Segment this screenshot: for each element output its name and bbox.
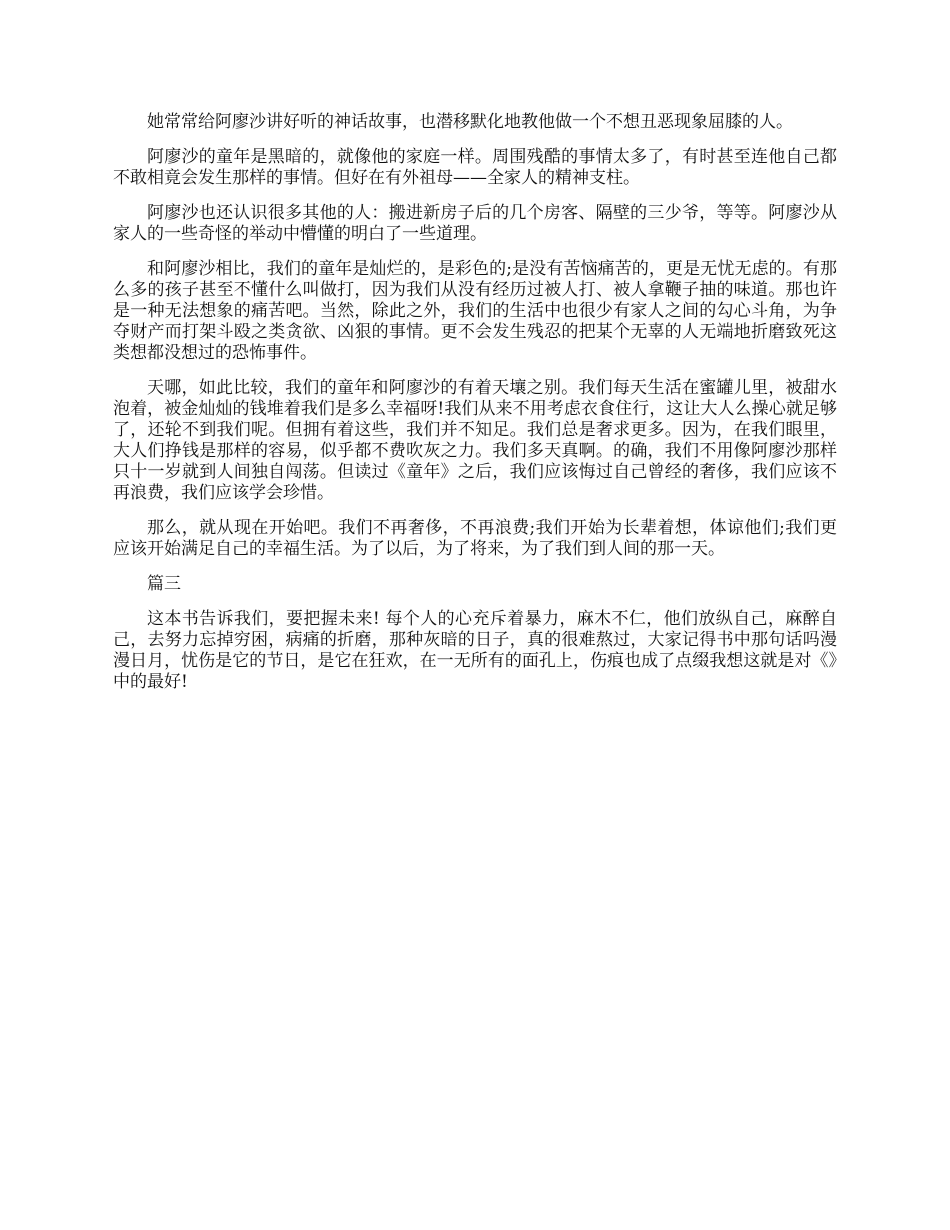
paragraph-3: 阿廖沙也还认识很多其他的人：搬进新房子后的几个房客、隔壁的三少爷，等等。阿廖沙从家人的一些奇怪的举动中懵懂的明白了一些道理。: [113, 203, 837, 244]
paragraph-5: 天哪，如此比较，我们的童年和阿廖沙的有着天壤之别。我们每天生活在蜜罐儿里，被甜水泡着，被金灿灿的钱堆着我们是多么幸福呀!我们从来不用考虑衣食住行，这让大人么操心就足够了，还轮不到我们呢。但拥有着这些，我们并不知足。我们总是奢求更多。因为，在我们眼里，大人们挣钱是那样的容易，似乎都不费吹灰之力。我们多天真啊。的确，我们不用像阿廖沙那样只十一岁就到人间独自闯荡。但读过《童年》之后，我们应该悔过自己曾经的奢侈，我们应该不再浪费，我们应该学会珍惜。: [113, 378, 837, 503]
paragraph-2: 阿廖沙的童年是黑暗的，就像他的家庭一样。周围残酷的事情太多了，有时甚至连他自己都不敢相竟会发生那样的事情。但好在有外祖母——全家人的精神支柱。: [113, 147, 837, 188]
section-heading: 篇三: [147, 574, 181, 594]
paragraph-1: 她常常给阿廖沙讲好听的神话故事，也潜移默化地教他做一个不想丑恶现象屈膝的人。: [147, 112, 793, 132]
paragraph-6: 那么，就从现在开始吧。我们不再奢侈，不再浪费;我们开始为长辈着想，体谅他们;我们更应该开始满足自己的幸福生活。为了以后，为了将来，为了我们到人间的那一天。: [113, 518, 837, 559]
paragraph-4: 和阿廖沙相比，我们的童年是灿烂的，是彩色的;是没有苦恼痛苦的，更是无忧无虑的。有那么多的孩子甚至不懂什么叫做打，因为我们从没有经历过被人打、被人拿鞭子抽的味道。那也许是一种无法想象的痛苦吧。当然，除此之外，我们的生活中也很少有家人之间的勾心斗角，为争夺财产而打架斗殴之类贪欲、凶狠的事情。更不会发生残忍的把某个无辜的人无端地折磨致死这类想都没想过的恐怖事件。: [113, 259, 837, 363]
document-body: [113, 112, 837, 707]
paragraph-7: 这本书告诉我们，要把握未来! 每个人的心充斥着暴力，麻木不仁，他们放纵自己，麻醉自己，去努力忘掉穷困，病痛的折磨，那种灰暗的日子，真的很难熬过，大家记得书中那句话吗漫漫日月，忧伤是它的节日，是它在狂欢，在一无所有的面孔上，伤痕也成了点缀我想这就是对《》中的最好!: [113, 609, 837, 692]
